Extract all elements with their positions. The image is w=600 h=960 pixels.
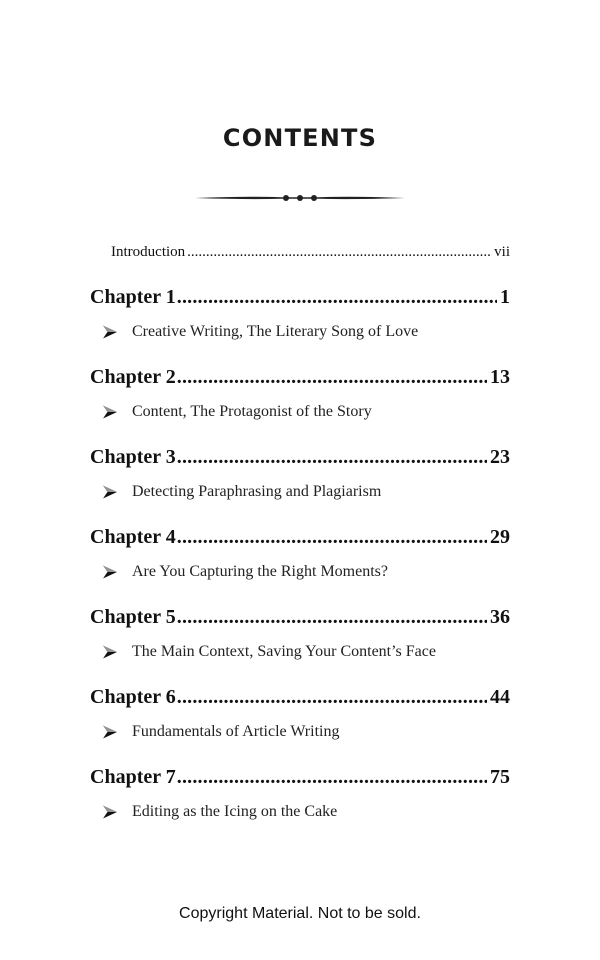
arrowhead-bullet-icon [102,564,118,580]
chapter-heading[interactable] [90,446,510,476]
dot-leader [177,526,487,549]
arrowhead-bullet-icon [102,324,118,340]
chapter-label: Chapter 4 [90,526,176,548]
dot-leader [187,244,492,261]
chapter-label: Chapter 7 [90,766,176,788]
chapter-label: Chapter 1 [90,286,176,308]
chapter-page: 44 [490,686,510,708]
chapter-page: 75 [490,766,510,788]
toc-entry-chapter-3 [90,446,510,526]
chapter-heading[interactable] [90,606,510,636]
toc-entry-chapter-7 [90,766,510,846]
toc-entry-chapter-4 [90,526,510,606]
chapter-heading[interactable] [90,686,510,716]
page-title: CONTENTS [222,124,378,152]
chapter-heading[interactable] [90,766,510,796]
chapter-subtitle-row [90,716,510,748]
dot-leader [177,366,487,389]
chapter-subtitle: The Main Context, Saving Your Content’s Face [132,643,436,660]
toc-entry-introduction[interactable] [111,244,510,266]
chapter-subtitle: Are You Capturing the Right Moments? [132,563,388,580]
chapter-subtitle: Content, The Protagonist of the Story [132,403,372,420]
chapter-heading[interactable] [90,526,510,556]
chapter-subtitle-row [90,316,510,348]
chapter-subtitle: Editing as the Icing on the Cake [132,803,338,820]
chapter-subtitle: Detecting Paraphrasing and Plagiarism [132,483,382,500]
chapter-label: Chapter 6 [90,686,176,708]
toc-entry-chapter-5 [90,606,510,686]
introduction-page: vii [494,244,510,260]
chapter-label: Chapter 2 [90,366,176,388]
arrowhead-bullet-icon [102,804,118,820]
chapter-label: Chapter 5 [90,606,176,628]
chapter-page: 23 [490,446,510,468]
chapter-subtitle: Fundamentals of Article Writing [132,723,340,740]
chapter-page: 36 [490,606,510,628]
toc-list [90,286,510,846]
arrowhead-bullet-icon [102,484,118,500]
chapter-subtitle-row [90,796,510,828]
chapter-page: 13 [490,366,510,388]
toc-entry-chapter-2 [90,366,510,446]
arrowhead-bullet-icon [102,724,118,740]
arrowhead-bullet-icon [102,644,118,660]
chapter-page: 1 [500,286,510,308]
dot-leader [177,606,487,629]
copyright-notice: Copyright Material. Not to be sold. [179,905,421,922]
chapter-heading[interactable] [90,366,510,396]
dot-leader [177,686,487,709]
arrowhead-bullet-icon [102,404,118,420]
chapter-subtitle-row [90,476,510,508]
chapter-page: 29 [490,526,510,548]
chapter-subtitle-row [90,556,510,588]
dot-leader [177,766,487,789]
chapter-subtitle-row [90,636,510,668]
toc-entry-chapter-1 [90,286,510,366]
dot-leader [177,286,497,309]
toc-entry-chapter-6 [90,686,510,766]
chapter-heading[interactable] [90,286,510,316]
chapter-label: Chapter 3 [90,446,176,468]
dot-leader [177,446,487,469]
divider-ornament-icon [195,190,405,206]
chapter-subtitle-row [90,396,510,428]
chapter-subtitle: Creative Writing, The Literary Song of Love [132,323,419,340]
introduction-label: Introduction [111,244,186,260]
